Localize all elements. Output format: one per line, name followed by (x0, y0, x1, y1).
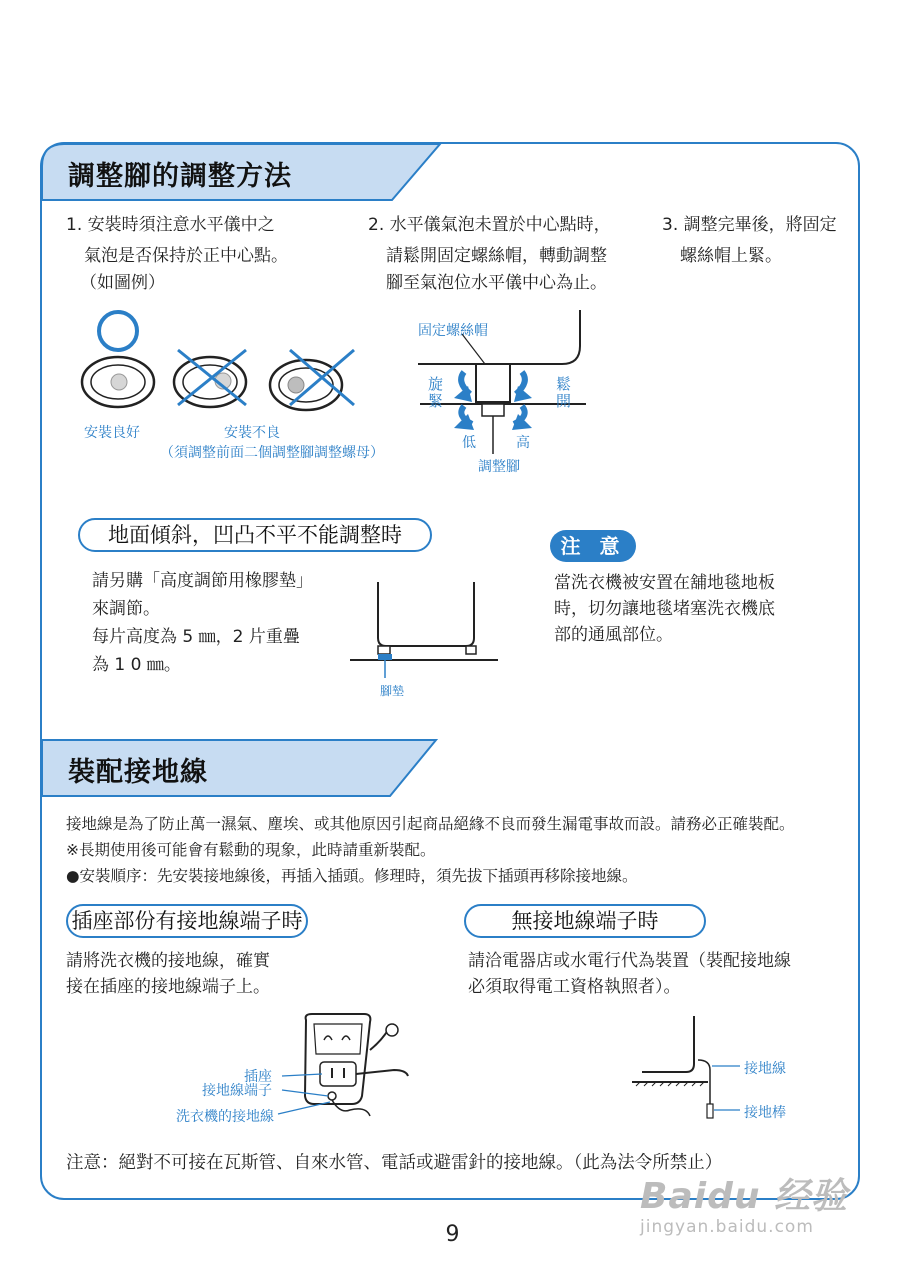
caution-line2: 時，切勿讓地毯堵塞洗衣機底 (554, 599, 775, 619)
ground-intro3: ●安裝順序：先安裝接地線後，再插入插頭。修理時，須先拔下插頭再移除接地線。 (66, 867, 638, 885)
slope-line4: 為 1 0 ㎜。 (92, 655, 181, 675)
without-terminal-line1: 請洽電器店或水電行代為裝置（裝配接地線 (468, 951, 791, 971)
step1-line1: 1. 安裝時須注意水平儀中之 (66, 215, 275, 235)
label-pad: 腳墊 (380, 684, 405, 698)
ground-intro1: 接地線是為了防止萬一濕氣、塵埃、或其他原因引起商品絕緣不良而發生漏電事故而設。請務必正確裝配。 (66, 815, 795, 833)
slope-line2: 來調節。 (92, 599, 160, 619)
with-terminal-heading: 插座部份有接地線端子時 (66, 904, 308, 938)
step3-line1: 3. 調整完畢後，將固定 (662, 215, 837, 235)
label-loosen: 鬆開 (556, 375, 572, 410)
caution-line1: 當洗衣機被安置在舖地毯地板 (554, 573, 775, 593)
watermark-sub: jingyan.baidu.com (640, 1217, 814, 1237)
without-terminal-line2: 必須取得電工資格執照者）。 (468, 977, 681, 997)
section2-banner (40, 738, 438, 798)
with-terminal-line1: 請將洗衣機的接地線，確實 (66, 951, 270, 971)
caution-badge: 注 意 (550, 530, 636, 562)
label-ground-wire: 接地線 (744, 1061, 786, 1077)
step1-line2: 氣泡是否保持於正中心點。 (84, 246, 288, 266)
with-terminal-line2: 接在插座的接地線端子上。 (66, 977, 270, 997)
label-bad: 安裝不良 (224, 425, 280, 441)
socket-cartoon-illustration (270, 1010, 440, 1128)
caution-line3: 部的通風部位。 (554, 625, 673, 645)
step2-line3: 腳至氣泡位水平儀中心為止。 (386, 273, 607, 293)
step1-line3: （如圖例） (80, 273, 165, 293)
label-good: 安裝良好 (84, 425, 140, 441)
label-ground-terminal: 接地線端子 (202, 1083, 272, 1099)
label-adjust-foot: 調整腳 (478, 459, 520, 475)
ground-warning: 注意：絕對不可接在瓦斯管、自來水管、電話或避雷針的接地線。（此為法令所禁止） (66, 1153, 723, 1173)
slope-line1: 請另購「高度調節用橡膠墊」 (92, 571, 313, 591)
level-gauge-illustration (70, 305, 370, 415)
baidu-watermark (640, 1168, 848, 1237)
section1-title: 調整腳的調整方法 (68, 161, 292, 192)
ground-intro2: ※長期使用後可能會有鬆動的現象，此時請重新裝配。 (66, 841, 436, 859)
section2-title: 裝配接地線 (68, 757, 208, 788)
label-bad-note: （須調整前面二個調整腳調整螺母） (160, 445, 384, 461)
without-terminal-heading: 無接地線端子時 (464, 904, 706, 938)
slope-line3: 每片高度為 5 ㎜，2 片重疊 (92, 627, 300, 647)
label-tighten: 旋緊 (428, 375, 444, 410)
label-low: 低 (462, 435, 476, 451)
step2-line2: 請鬆開固定螺絲帽，轉動調整 (386, 246, 607, 266)
rubber-pad-illustration (350, 578, 500, 688)
section1-banner (40, 142, 442, 202)
page-number: 9 (445, 1222, 460, 1247)
watermark-main: Baidu 经验 (640, 1176, 849, 1217)
label-washer-ground-wire: 洗衣機的接地線 (176, 1109, 274, 1125)
label-fixing-nut: 固定螺絲帽 (418, 323, 488, 339)
ok-circle-icon (99, 312, 137, 350)
ground-rod-illustration (628, 1014, 748, 1126)
label-high: 高 (516, 435, 530, 451)
label-ground-rod: 接地棒 (744, 1105, 786, 1121)
slope-heading: 地面傾斜，凹凸不平不能調整時 (78, 518, 432, 552)
step3-line2: 螺絲帽上緊。 (680, 246, 782, 266)
step2-line1: 2. 水平儀氣泡未置於中心點時， (368, 215, 611, 235)
bubble-center (111, 374, 127, 390)
label-socket: 插座 (244, 1069, 272, 1085)
